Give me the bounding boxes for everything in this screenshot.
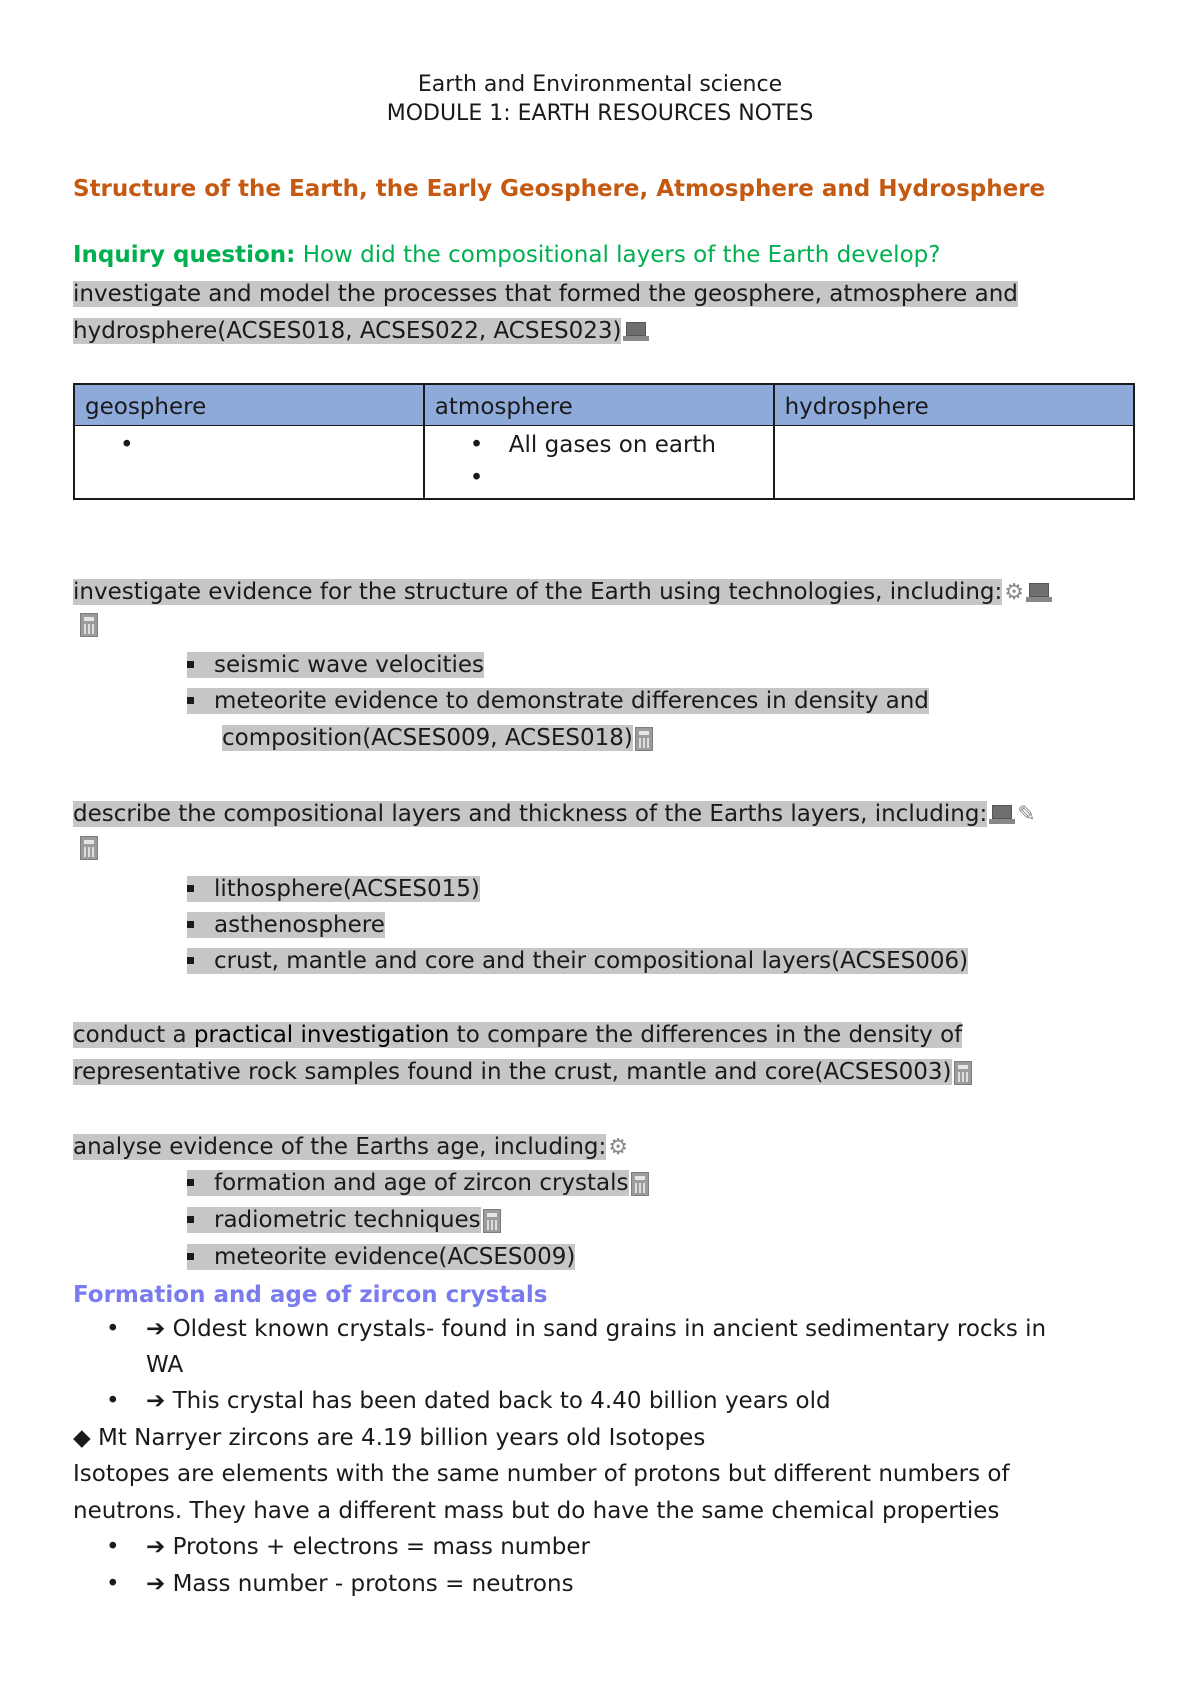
outcome5-text: analyse evidence of the Earths age, including: bbox=[73, 1134, 607, 1160]
square-bullet-icon bbox=[187, 661, 194, 668]
outcome5-item: radiometric techniques bbox=[187, 1203, 501, 1237]
isotopes-para-line2: neutrons. They have a different mass but do have the same chemical properties bbox=[73, 1498, 1000, 1524]
gear-icon: ⚙ bbox=[608, 1134, 629, 1160]
inquiry-label: Inquiry question: bbox=[73, 242, 296, 268]
calculator-icon bbox=[80, 836, 98, 860]
calculator-icon bbox=[483, 1209, 501, 1233]
calculator-icon bbox=[80, 613, 98, 637]
square-bullet-icon bbox=[187, 1179, 194, 1186]
zircon-item-1-line1: ➔ Oldest known crystals- found in sand grains in ancient sedimentary rocks in bbox=[146, 1316, 1047, 1342]
outcome5-line bbox=[73, 1130, 628, 1164]
laptop-icon bbox=[989, 805, 1015, 825]
outcome1-text-line1: investigate and model the processes that formed the geosphere, atmosphere and bbox=[73, 281, 1018, 307]
outcome3-item: asthenosphere bbox=[187, 908, 385, 942]
laptop-icon bbox=[623, 322, 649, 342]
outcome3-item: crust, mantle and core and their compositional layers(ACSES006) bbox=[187, 944, 968, 978]
outcome4-line1: conduct a practical investigation to compare the differences in the density of bbox=[73, 1022, 963, 1048]
calculator-icon bbox=[635, 727, 653, 751]
outcome1-line1 bbox=[73, 277, 1018, 311]
document-title-line1: Earth and Environmental science bbox=[417, 72, 783, 97]
zircon-item-2: ➔ This crystal has been dated back to 4.40 billion years old bbox=[146, 1388, 831, 1414]
outcome3-item: lithosphere(ACSES015) bbox=[187, 872, 480, 906]
table-cell-atmosphere bbox=[424, 426, 774, 500]
outcome3-line bbox=[73, 797, 1036, 831]
outcome2-line bbox=[73, 575, 1052, 609]
outcome4-line2: representative rock samples found in the crust, mantle and core(ACSES003) bbox=[73, 1055, 972, 1089]
outcome1-text-line2: hydrosphere(ACSES018, ACSES022, ACSES023) bbox=[73, 318, 622, 344]
isotope-formula-2: ➔ Mass number - protons = neutrons bbox=[146, 1571, 574, 1597]
spheres-table bbox=[73, 383, 1135, 500]
section-heading: Structure of the Earth, the Early Geosphere, Atmosphere and Hydrosphere bbox=[73, 176, 1046, 202]
zircon-bullet-dot: • bbox=[106, 1571, 120, 1597]
zircon-heading: Formation and age of zircon crystals bbox=[73, 1282, 548, 1308]
outcome3-calc-row bbox=[78, 836, 98, 860]
table-header-atmosphere: atmosphere bbox=[424, 384, 774, 426]
table-cell-geosphere bbox=[74, 426, 424, 500]
zircon-item-1-line2: WA bbox=[146, 1352, 184, 1378]
calculator-icon bbox=[954, 1061, 972, 1085]
zircon-bullet-dot: • bbox=[106, 1534, 120, 1560]
outcome3-text: describe the compositional layers and thickness of the Earths layers, including: bbox=[73, 801, 988, 827]
outcome1-line2 bbox=[73, 314, 649, 348]
square-bullet-icon bbox=[187, 921, 194, 928]
calculator-icon bbox=[631, 1172, 649, 1196]
outcome2-calc-row bbox=[78, 613, 98, 637]
isotope-formula-1: ➔ Protons + electrons = mass number bbox=[146, 1534, 590, 1560]
list-item bbox=[425, 465, 773, 498]
zircon-bullet-dot: • bbox=[106, 1316, 120, 1342]
list-item bbox=[75, 432, 423, 465]
list-item: • All gases on earth bbox=[425, 432, 773, 465]
square-bullet-icon bbox=[187, 957, 194, 964]
document-title-line2: MODULE 1: EARTH RESOURCES NOTES bbox=[386, 101, 814, 126]
inquiry-text: How did the compositional layers of the Earth develop? bbox=[302, 242, 941, 268]
isotopes-para-line1: Isotopes are elements with the same number of protons but different numbers of bbox=[73, 1461, 1010, 1487]
outcome5-item: formation and age of zircon crystals bbox=[187, 1166, 649, 1200]
outcome2-item: seismic wave velocities bbox=[187, 648, 484, 682]
table-cell-hydrosphere bbox=[774, 426, 1134, 500]
outcome2-item-continuation: composition(ACSES009, ACSES018) bbox=[222, 721, 653, 755]
practical-investigation-term: practical investigation bbox=[193, 1022, 450, 1048]
outcome2-text: investigate evidence for the structure of the Earth using technologies, including: bbox=[73, 579, 1003, 605]
inquiry-question bbox=[73, 242, 940, 268]
square-bullet-icon bbox=[187, 697, 194, 704]
outcome2-item: meteorite evidence to demonstrate differences in density and bbox=[187, 684, 929, 718]
square-bullet-icon bbox=[187, 1253, 194, 1260]
gear-icon: ⚙ bbox=[1004, 579, 1024, 605]
table-header-hydrosphere: hydrosphere bbox=[774, 384, 1134, 426]
zircon-diamond-line: ◆ Mt Narryer zircons are 4.19 billion years old Isotopes bbox=[73, 1425, 706, 1451]
laptop-icon bbox=[1026, 583, 1052, 603]
table-header-geosphere: geosphere bbox=[74, 384, 424, 426]
square-bullet-icon bbox=[187, 885, 194, 892]
outcome5-item: meteorite evidence(ACSES009) bbox=[187, 1240, 575, 1274]
square-bullet-icon bbox=[187, 1216, 194, 1223]
zircon-bullet-dot: • bbox=[106, 1388, 120, 1414]
book-icon: ✎ bbox=[1017, 801, 1036, 827]
